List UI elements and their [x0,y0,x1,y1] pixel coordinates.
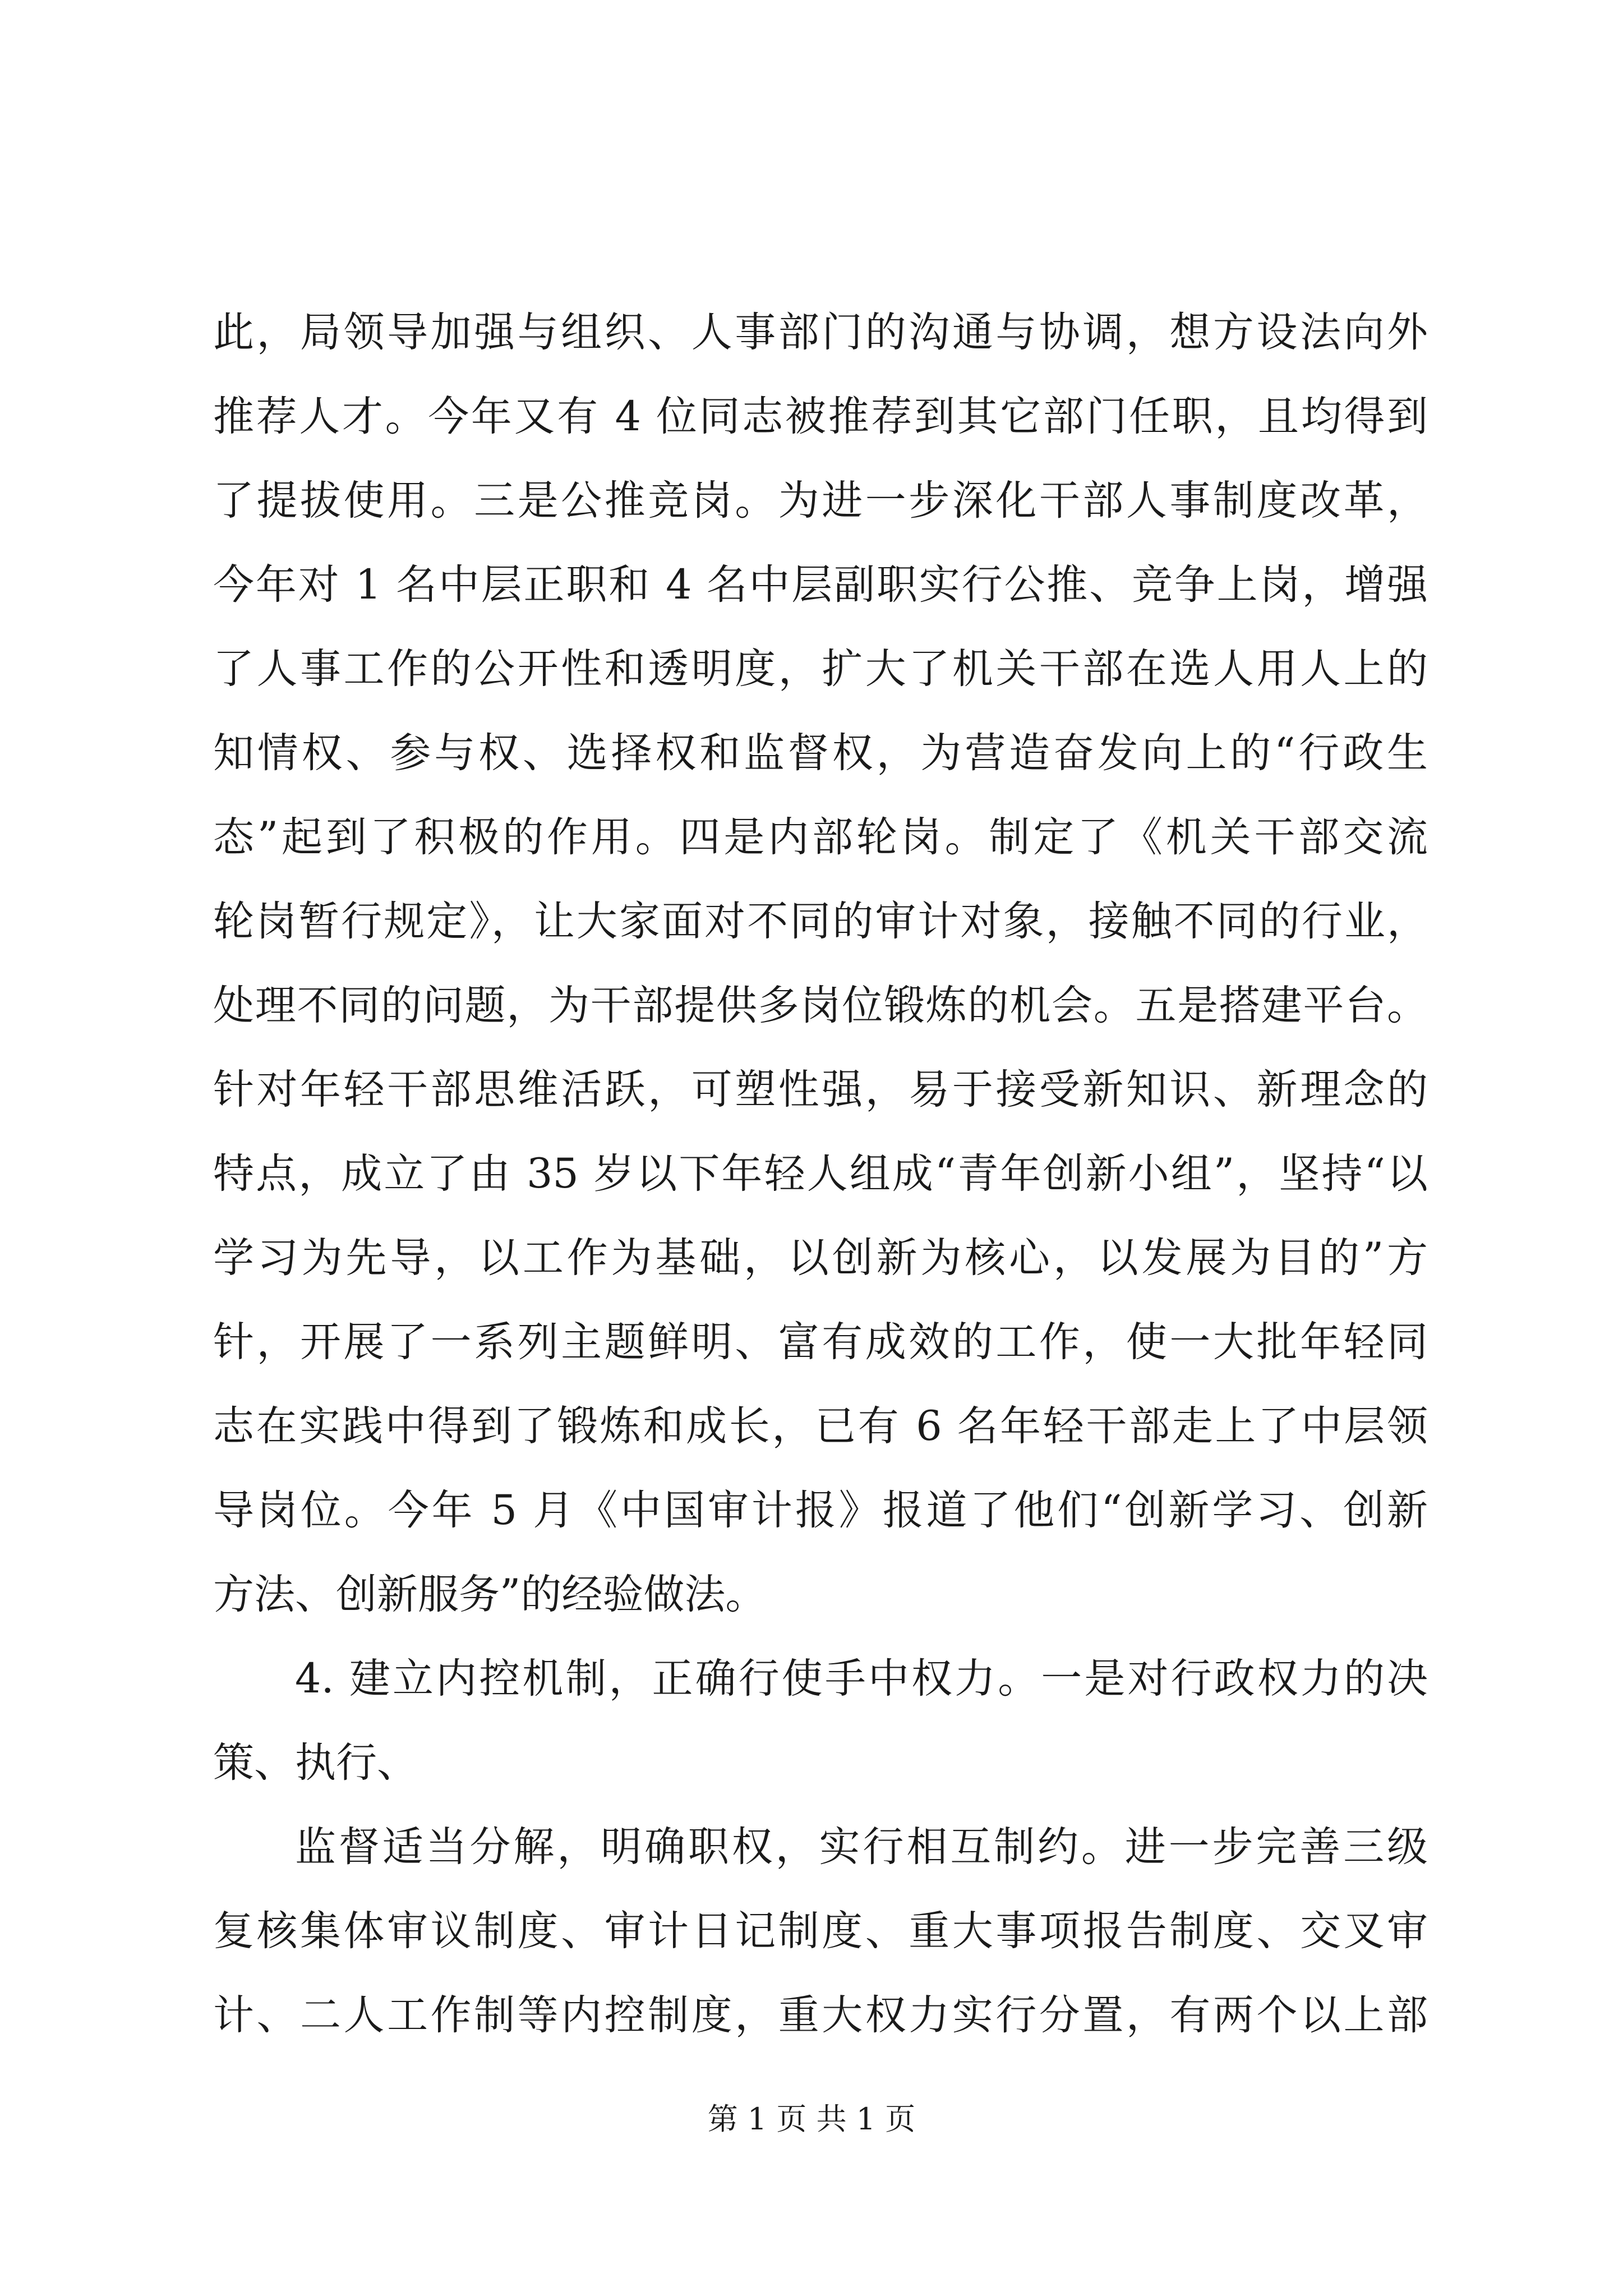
page-footer [0,2097,1623,2142]
text-line: 方法、创新服务”的经验做法。 [213,1571,767,1618]
text-line: 处理不同的问题，为干部提供多岗位锻炼的机会。五是搭建平台。 [213,982,1428,1029]
text-line: 监督适当分解，明确职权，实行相互制约。进一步完善三级 [295,1823,1428,1871]
text-line: 知情权、参与权、选择权和监督权，为营造奋发向上的“行政生 [213,729,1428,777]
text-line: 志在实践中得到了锻炼和成长，已有 6 名年轻干部走上了中层领 [213,1402,1428,1450]
text-line: 了提拔使用。三是公推竞岗。为进一步深化干部人事制度改革， [213,477,1428,524]
text-line: 针对年轻干部思维活跃，可塑性强，易于接受新知识、新理念的 [213,1066,1428,1114]
text-line: 轮岗暂行规定》，让大家面对不同的审计对象，接触不同的行业， [213,898,1428,945]
text-line: 针，开展了一系列主题鲜明、富有成效的工作，使一大批年轻同 [213,1318,1428,1366]
page-number-label: 第 1 页 共 1 页 [707,2101,916,2137]
text-line: 今年对 1 名中层正职和 4 名中层副职实行公推、竞争上岗，增强 [213,561,1428,609]
text-line: 特点，成立了由 35 岁以下年轻人组成“青年创新小组”，坚持“以 [213,1150,1428,1198]
text-line: 计、二人工作制等内控制度，重大权力实行分置，有两个以上部 [213,1991,1428,2039]
text-line: 学习为先导，以工作为基础，以创新为核心，以发展为目的”方 [213,1234,1428,1282]
text-line: 态”起到了积极的作用。四是内部轮岗。制定了《机关干部交流 [213,813,1428,861]
body-text [213,291,1428,2058]
text-line: 了人事工作的公开性和透明度，扩大了机关干部在选人用人上的 [213,645,1428,693]
text-line: 此，局领导加强与组织、人事部门的沟通与协调，想方设法向外 [213,309,1428,356]
text-line: 策、执行、 [213,1739,418,1787]
text-line: 4. 建立内控机制，正确行使手中权力。一是对行政权力的决 [295,1655,1428,1703]
text-line: 推荐人才。今年又有 4 位同志被推荐到其它部门任职，且均得到 [213,393,1428,440]
text-line: 复核集体审议制度、审计日记制度、重大事项报告制度、交叉审 [213,1907,1428,1955]
text-line: 导岗位。今年 5 月《中国审计报》报道了他们“创新学习、创新 [213,1487,1428,1534]
